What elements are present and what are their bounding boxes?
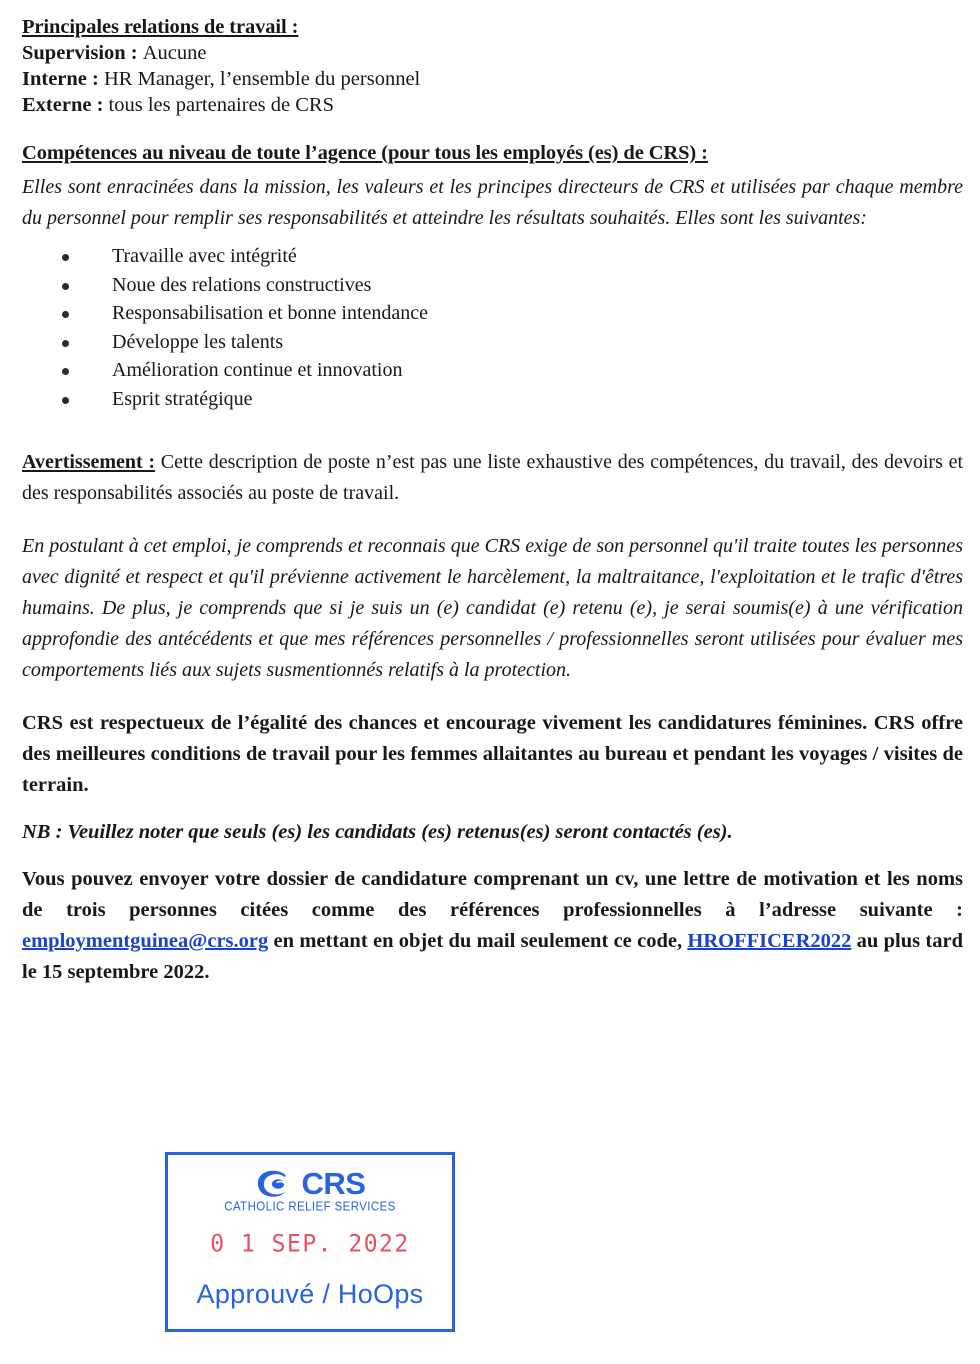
equal-opportunity-paragraph: CRS est respectueux de l’égalité des chances et encourage vivement les candidatures féminines. CRS offre des meilleures conditions de travail pour les femmes allaitantes au bureau et pendant les voyages / visites de terrain. <box>22 712 963 796</box>
competency-label: Amélioration continue et innovation <box>112 359 403 381</box>
relations-sep-supervision: : <box>125 42 143 64</box>
competencies-list <box>22 242 963 413</box>
section-working-relations <box>22 14 963 118</box>
relations-line-supervision <box>22 40 963 66</box>
spacer <box>22 435 963 447</box>
relations-label-externe: Externe <box>22 94 92 116</box>
relations-label-interne: Interne <box>22 68 87 90</box>
list-item <box>22 385 963 414</box>
stamp-date: 0 1 SEP. 2022 <box>210 1230 410 1258</box>
spacer <box>22 118 963 140</box>
list-item <box>22 271 963 300</box>
application-instructions <box>22 864 963 988</box>
application-text-part3: au plus tard le 15 septembre 2022. <box>22 930 963 983</box>
competency-label: Développe les talents <box>112 330 284 353</box>
relations-value-supervision: Aucune <box>142 42 207 64</box>
approval-stamp <box>165 1152 455 1332</box>
crs-swoosh-icon <box>255 1169 297 1199</box>
relations-line-externe <box>22 92 963 118</box>
relations-value-externe: tous les partenaires de CRS <box>108 94 334 116</box>
application-email-link[interactable]: employmentguinea@crs.org <box>22 930 269 952</box>
stamp-approval-label: Approuvé / HoOps <box>196 1279 424 1309</box>
competency-label: Esprit stratégique <box>112 387 253 410</box>
list-item <box>22 356 963 385</box>
competencies-intro: Elles sont enracinées dans la mission, les valeurs et les principes directeurs de CRS et utilisées par chaque membre du personnel pour remplir ses responsabilités et atteindre les résultats souhaités. Elles sont les suivantes: <box>22 176 963 229</box>
disclaimer-paragraph <box>22 447 963 509</box>
application-text-part1: Vous pouvez envoyer votre dossier de candidature comprenant un cv, une lettre de motivation et les noms de trois personnes citées comme des références professionnelles à l’adresse suivante : <box>22 868 963 921</box>
relations-sep-externe: : <box>91 94 109 116</box>
competency-label: Noue des relations constructives <box>112 273 372 296</box>
competency-label: Travaille avec intégrité <box>112 245 297 267</box>
relations-value-interne: HR Manager, l’ensemble du personnel <box>103 68 421 90</box>
competency-label: Responsabilisation et bonne intendance <box>112 302 429 324</box>
relations-line-interne <box>22 66 963 92</box>
application-job-code[interactable]: HROFFICER2022 <box>687 930 852 952</box>
spacer <box>22 686 963 708</box>
crs-wordmark: CRS <box>301 1166 366 1201</box>
declaration-paragraph: En postulant à cet emploi, je comprends et reconnais que CRS exige de son personnel qu'il traite toutes les personnes avec dignité et respect et qu'il prévienne activement le harcèlement, la maltraitance, l'exploitation et le trafic d'êtres humains. De plus, je comprends que si je suis un (e) candidat (e) retenu (e), je serai soumis(e) à une vérification approfondie des antécédents et que mes références personnelles / professionnelles seront utilisées pour évaluer mes comportements liés aux sujets susmentionnés relatifs à la protection. <box>22 535 963 681</box>
section-competencies <box>22 140 963 413</box>
spacer <box>22 801 963 817</box>
list-item <box>22 242 963 271</box>
relations-sep-interne: : <box>86 68 104 90</box>
spacer <box>22 234 963 242</box>
spacer <box>22 413 963 435</box>
disclaimer-label: Avertissement : <box>22 451 156 473</box>
working-relations-heading: Principales relations de travail : <box>22 16 299 38</box>
spacer <box>22 848 963 864</box>
application-text-part2: en mettant en objet du mail seulement ce code, <box>268 930 688 952</box>
list-item <box>22 299 963 328</box>
nb-note: NB : Veuillez noter que seuls (es) les candidats (es) retenus(es) seront contactés (es). <box>22 821 733 843</box>
list-item <box>22 328 963 357</box>
disclaimer-text: Cette description de poste n’est pas une liste exhaustive des compétences, du travail, des devoirs et des responsabilités associés au poste de travail. <box>22 451 963 504</box>
competencies-heading: Compétences au niveau de toute l’agence (pour tous les employés (es) de CRS) : <box>22 142 708 164</box>
spacer <box>22 509 963 531</box>
crs-logo <box>168 1167 452 1200</box>
crs-tagline: CATHOLIC RELIEF SERVICES <box>224 1200 396 1214</box>
relations-label-supervision: Supervision <box>22 42 126 64</box>
